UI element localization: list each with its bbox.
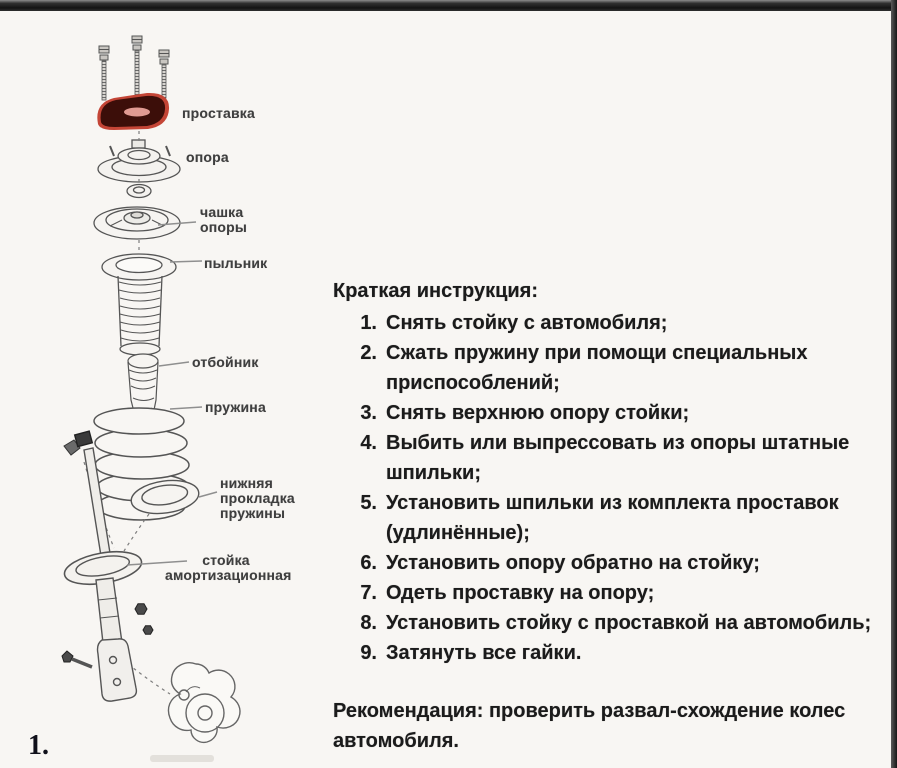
instruction-steps xyxy=(333,308,893,668)
label-strut: стойка амортизационная xyxy=(165,552,292,583)
step-text: Снять верхнюю опору стойки; xyxy=(386,402,690,424)
instruction-step xyxy=(333,608,893,638)
step-number: 1. xyxy=(360,312,377,334)
step-number: 7. xyxy=(360,582,377,604)
instructions-title: Краткая инструкция: xyxy=(333,280,538,302)
step-number: 8. xyxy=(360,612,377,634)
label-cup: чашка опоры xyxy=(200,204,248,235)
recommendation-line-2: автомобиля. xyxy=(333,730,459,752)
label-pad: нижняя прокладка пружины xyxy=(220,475,295,521)
step-text: Установить шпильки из комплекта проставок (удлинённые); xyxy=(386,492,839,544)
step-number: 3. xyxy=(360,402,377,424)
recommendation xyxy=(333,696,893,756)
step-text: Одеть проставку на опору; xyxy=(386,582,655,604)
label-spring: пружина xyxy=(205,399,266,415)
page-number: 1. xyxy=(28,730,49,761)
instruction-step xyxy=(333,488,893,548)
step-text: Установить опору обратно на стойку; xyxy=(386,552,760,574)
instruction-step xyxy=(333,428,893,488)
step-text: Затянуть все гайки. xyxy=(386,642,582,664)
instruction-step xyxy=(333,308,893,338)
boot-part-icon xyxy=(102,254,176,355)
instruction-step xyxy=(333,398,893,428)
watermark xyxy=(150,755,214,762)
recommendation-line-1: Рекомендация: проверить развал-схождение колес xyxy=(333,700,846,722)
instruction-step xyxy=(333,578,893,608)
instruction-step xyxy=(333,338,893,398)
step-number: 6. xyxy=(360,552,377,574)
step-number: 5. xyxy=(360,492,377,514)
step-text: Снять стойку с автомобиля; xyxy=(386,312,668,334)
step-number: 9. xyxy=(360,642,377,664)
spacer-part-icon xyxy=(97,93,169,130)
step-text: Выбить или выпрессовать из опоры штатные шпильки; xyxy=(386,432,850,484)
label-boot: пыльник xyxy=(204,255,268,271)
mount-part-icon xyxy=(98,140,180,182)
step-number: 4. xyxy=(360,432,377,454)
instruction-step xyxy=(333,548,893,578)
step-text: Сжать пружину при помощи специальных приспособлений; xyxy=(386,342,808,394)
instruction-step xyxy=(333,638,893,668)
strut-exploded-diagram xyxy=(0,0,330,768)
cup-part-icon xyxy=(94,207,180,239)
label-bumpstop: отбойник xyxy=(192,354,259,370)
label-mount: опора xyxy=(186,149,229,165)
step-number: 2. xyxy=(360,342,377,364)
instructions-panel xyxy=(333,276,893,756)
knuckle-part-icon xyxy=(168,663,240,743)
step-text: Установить стойку с проставкой на автомобиль; xyxy=(386,612,872,634)
label-spacer: проставка xyxy=(182,105,256,121)
